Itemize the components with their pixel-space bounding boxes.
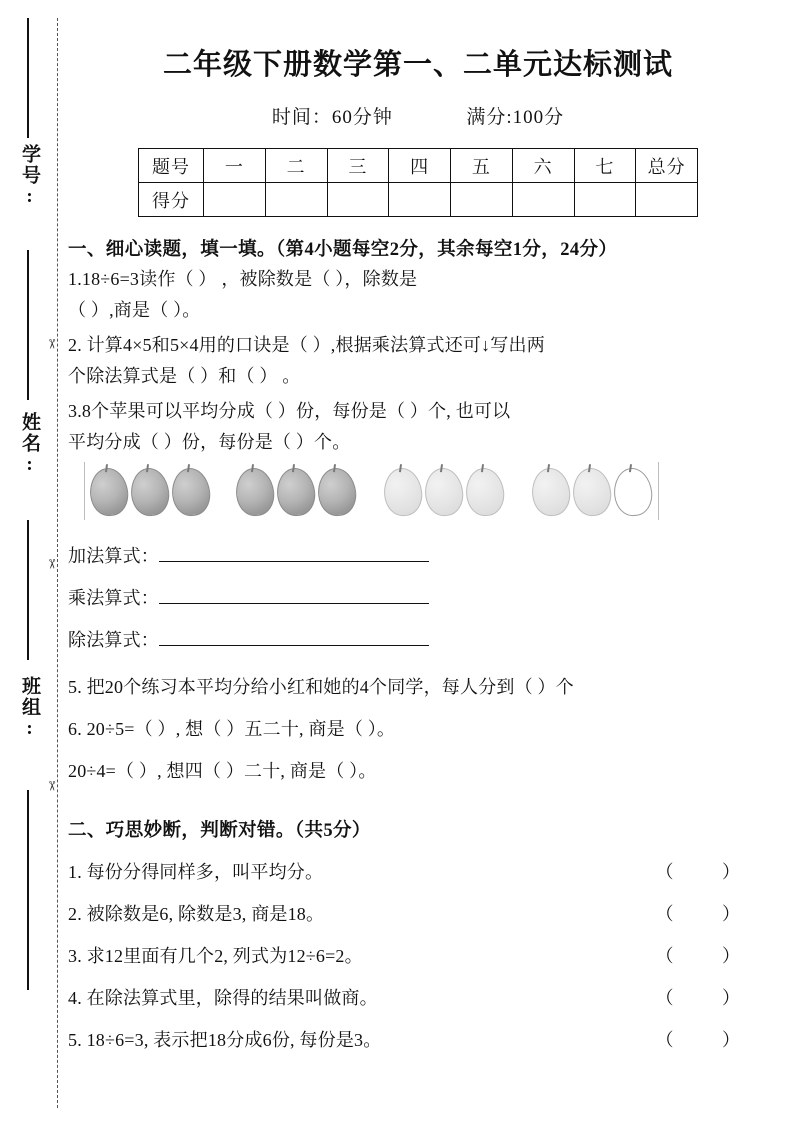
- score-table-col-3: 三: [327, 149, 389, 183]
- tf-item-4-blank[interactable]: （ ）: [655, 987, 762, 1008]
- apple-icon: [423, 466, 466, 518]
- margin-rule-3: [27, 520, 29, 660]
- question-6-line-2: 20÷4=（ ）, 想四（ ）二十, 商是（ ）。: [68, 760, 377, 781]
- exam-page: [68, 0, 768, 1122]
- score-cell[interactable]: [389, 183, 451, 217]
- multiplication-equation-row: [68, 584, 768, 610]
- student-class-label: 班组:: [19, 676, 40, 741]
- section-1-heading: 一、细心读题，填一填。（第4小题每空2分，其余每空1分，24分）: [68, 240, 618, 260]
- score-cell[interactable]: [327, 183, 389, 217]
- score-table-col-7: 七: [574, 149, 636, 183]
- tf-item-1-blank[interactable]: （ ）: [655, 861, 762, 882]
- tf-item-2-blank[interactable]: （ ）: [655, 903, 762, 924]
- score-table-col-4: 四: [389, 149, 451, 183]
- margin-rule-2: [27, 250, 29, 400]
- apple-icon: [612, 466, 655, 518]
- division-equation-row: [68, 626, 768, 652]
- score-table-col-total: 总分: [636, 149, 698, 183]
- apple-icon: [316, 466, 359, 518]
- question-2-line-2: 个除法算式是（ ）和（ ） 。: [68, 366, 301, 387]
- addition-equation-row: [68, 542, 768, 568]
- margin-rule-1: [27, 18, 29, 138]
- multiplication-equation-label: 乘法算式：: [68, 587, 159, 608]
- apple-group-4: [532, 468, 652, 516]
- score-cell[interactable]: [204, 183, 266, 217]
- addition-answer-blank[interactable]: [159, 546, 429, 562]
- score-table-col-6: 六: [512, 149, 574, 183]
- scissors-icon: ✂: [44, 558, 60, 570]
- apple-icon: [234, 466, 277, 518]
- cut-dashed-line: [57, 18, 58, 1108]
- question-1-line-1: 1.18÷6=3读作（ ） ，被除数是（ ），除数是: [68, 269, 418, 289]
- scissors-icon: ✂: [44, 338, 60, 350]
- tf-item-3-text: 3. 求12里面有几个2, 列式为12÷6=2。: [68, 945, 363, 966]
- apple-icon: [129, 466, 172, 518]
- apple-icon: [170, 466, 213, 518]
- tf-item-4: [68, 984, 768, 1010]
- apple-icon: [464, 466, 507, 518]
- score-cell[interactable]: [451, 183, 513, 217]
- question-3-line-2: 平均分成（ ）份，每份是（ ）个。: [68, 432, 351, 453]
- tf-item-2-text: 2. 被除数是6, 除数是3, 商是18。: [68, 903, 325, 924]
- tf-item-1: [68, 858, 768, 884]
- tf-item-5-text: 5. 18÷6=3, 表示把18分成6份, 每份是3。: [68, 1029, 382, 1050]
- tf-item-3: [68, 942, 768, 968]
- score-table-col-1: 一: [204, 149, 266, 183]
- score-table: [138, 148, 698, 217]
- score-table-row-head: 题号: [139, 149, 204, 183]
- addition-equation-label: 加法算式：: [68, 545, 159, 566]
- question-2-line-1: 2. 计算4×5和5×4用的口诀是（ ）,根据乘法算式还可↓写出两: [68, 335, 545, 356]
- tf-item-4-text: 4. 在除法算式里，除得的结果叫做商。: [68, 987, 378, 1008]
- apple-icon: [88, 466, 131, 518]
- exam-meta: [68, 102, 768, 129]
- tf-item-5-blank[interactable]: （ ）: [655, 1029, 762, 1050]
- apple-icon: [275, 466, 318, 518]
- student-name-label: 姓名:: [19, 412, 40, 477]
- group-divider: [658, 462, 659, 520]
- question-3-line-1: 3.8个苹果可以平均分成（ ）份，每份是（ ）个, 也可以: [68, 401, 511, 422]
- total-score-label: 满分:100分: [466, 107, 565, 128]
- score-table-col-2: 二: [265, 149, 327, 183]
- table-row: [139, 183, 698, 217]
- section-2-heading: 二、巧思妙断，判断对错。（共5分）: [68, 820, 371, 841]
- question-1-line-2: （ ）,商是（ ）。: [68, 300, 201, 321]
- tf-item-5: [68, 1026, 768, 1052]
- page-title: 二年级下册数学第一、二单元达标测试: [162, 49, 673, 81]
- score-table-row-head-2: 得分: [139, 183, 204, 217]
- tf-item-1-text: 1. 每份分得同样多，叫平均分。: [68, 861, 324, 882]
- division-equation-label: 除法算式：: [68, 629, 159, 650]
- division-answer-blank[interactable]: [159, 630, 429, 646]
- apple-group-3: [384, 468, 504, 516]
- multiplication-answer-blank[interactable]: [159, 588, 429, 604]
- scissors-icon: ✂: [44, 780, 60, 792]
- apple-group-1: [90, 468, 210, 516]
- margin-rule-4: [27, 790, 29, 990]
- question-6-line-1: 6. 20÷5=（ ）, 想（ ）五二十, 商是（ ）。: [68, 718, 396, 739]
- apple-icon: [571, 466, 614, 518]
- score-table-col-5: 五: [451, 149, 513, 183]
- score-cell[interactable]: [512, 183, 574, 217]
- apple-group-2: [236, 468, 356, 516]
- apple-illustration: [68, 468, 768, 526]
- tf-item-3-blank[interactable]: （ ）: [655, 945, 762, 966]
- score-cell[interactable]: [636, 183, 698, 217]
- tf-item-2: [68, 900, 768, 926]
- apple-icon: [530, 466, 573, 518]
- left-margin: [0, 0, 60, 1122]
- student-id-label: 学号:: [19, 144, 40, 209]
- group-divider: [84, 462, 85, 520]
- table-row: [139, 149, 698, 183]
- question-5: 5. 把20个练习本平均分给小红和她的4个同学，每人分到（ ）个: [68, 676, 574, 697]
- score-cell[interactable]: [265, 183, 327, 217]
- score-cell[interactable]: [574, 183, 636, 217]
- time-label: 时间：60分钟: [271, 107, 393, 128]
- apple-icon: [382, 466, 425, 518]
